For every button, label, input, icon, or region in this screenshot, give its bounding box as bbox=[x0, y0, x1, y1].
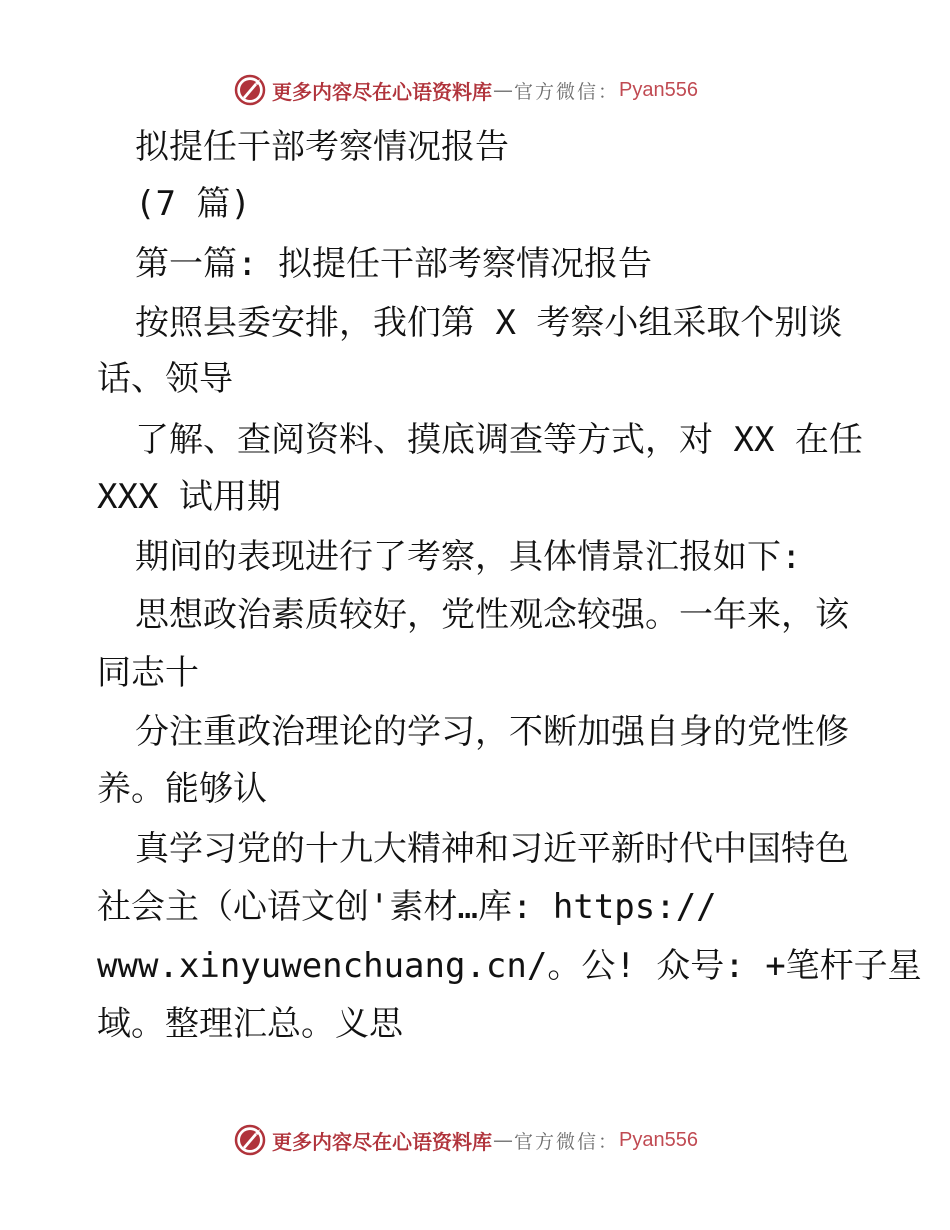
document-count-note: (7 篇) bbox=[135, 184, 251, 224]
body-line: 社会主（心语文创'素材…库: https:// bbox=[97, 887, 717, 927]
body-line: 按照县委安排，我们第 X 考察小组采取个别谈 bbox=[135, 303, 843, 343]
watermark-wechat-id: Pyan556 bbox=[619, 1128, 698, 1151]
document-title: 拟提任干部考察情况报告 bbox=[135, 127, 509, 167]
watermark-dash: — bbox=[493, 1128, 513, 1152]
body-line: 域。整理汇总。义思 bbox=[97, 1004, 403, 1044]
body-line: 分注重政治理论的学习，不断加强自身的党性修 bbox=[135, 712, 849, 752]
watermark-official-label: 官方微信： bbox=[514, 80, 620, 103]
watermark-brand-text: 更多内容尽在心语资料库 bbox=[272, 79, 492, 104]
watermark-official-label: 官方微信： bbox=[514, 1130, 620, 1153]
watermark-wechat-id: Pyan556 bbox=[619, 78, 698, 101]
body-line: 真学习党的十九大精神和习近平新时代中国特色 bbox=[135, 829, 849, 869]
body-line: 思想政治素质较好，党性观念较强。一年来，该 bbox=[135, 595, 849, 635]
body-line: 养。能够认 bbox=[97, 769, 267, 809]
body-line: XXX 试用期 bbox=[97, 477, 281, 517]
quill-pen-logo-icon bbox=[234, 1124, 266, 1156]
body-line: 同志十 bbox=[97, 653, 199, 693]
section-heading: 第一篇: 拟提任干部考察情况报告 bbox=[135, 244, 652, 284]
body-line: 话、领导 bbox=[97, 359, 233, 399]
bottom-watermark-banner bbox=[234, 1122, 698, 1158]
body-line: 期间的表现进行了考察，具体情景汇报如下: bbox=[135, 537, 802, 577]
watermark-brand-text: 更多内容尽在心语资料库 bbox=[272, 1129, 492, 1154]
watermark-dash: — bbox=[493, 78, 513, 102]
body-line: 了解、查阅资料、摸底调查等方式，对 XX 在任 bbox=[135, 420, 863, 460]
body-line: www.xinyuwenchuang.cn/。公! 众号: +笔杆子星 bbox=[97, 946, 922, 986]
